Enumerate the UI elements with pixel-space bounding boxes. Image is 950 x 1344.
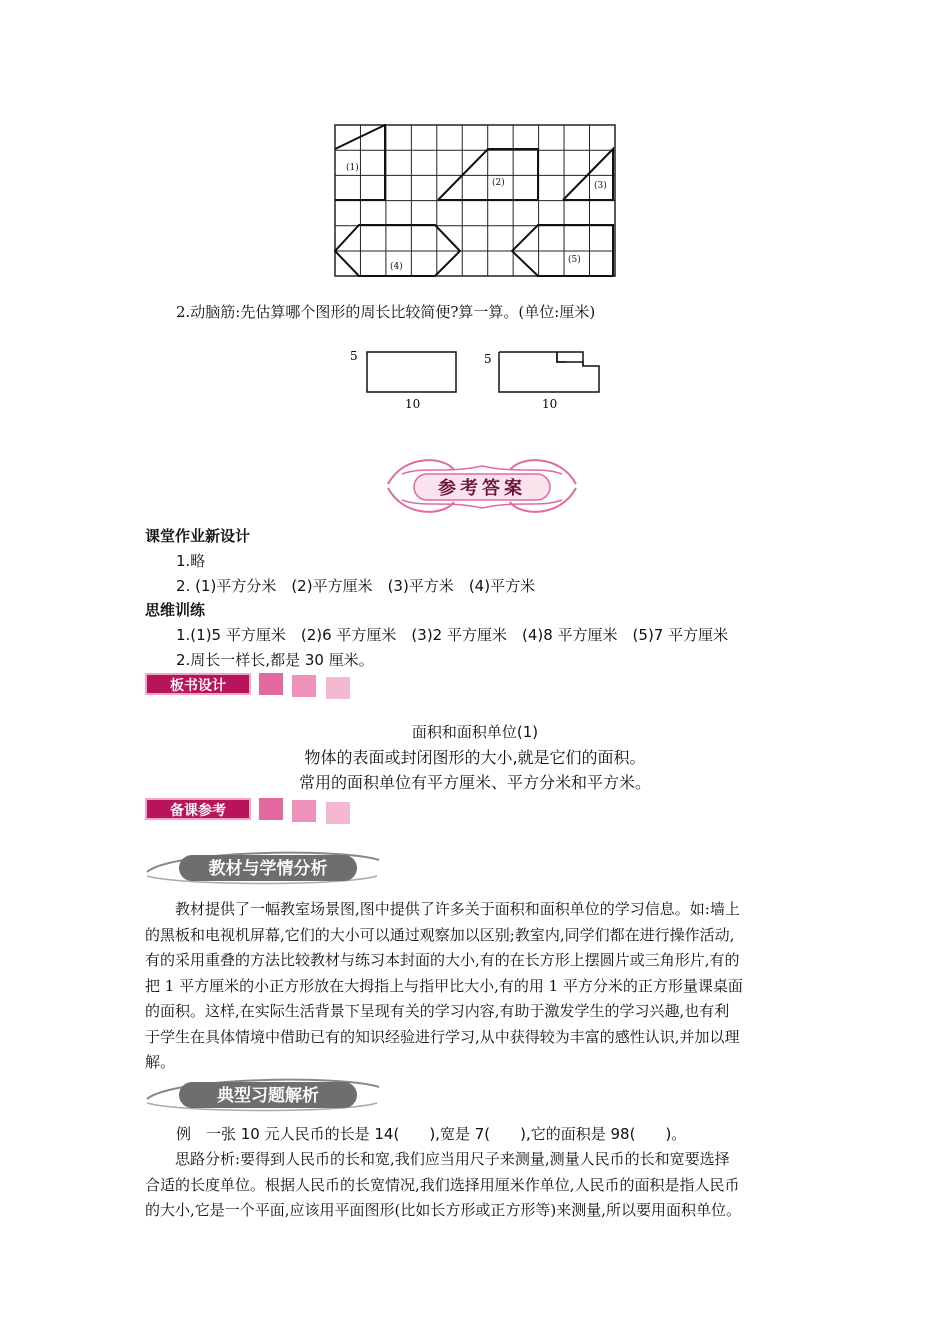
typical-header [143,1073,381,1117]
grid-label-5: (5) [568,255,581,265]
tag-square-mid [292,675,316,697]
tag-square-dark [259,673,283,695]
answers-section2-title: 思维训练 [145,601,206,619]
grid-label-3: (3) [594,181,607,191]
analysis-line: 把 1 平方厘米的小正方形放在大拇指上与指甲比大小,有的用 1 平方分米的正方形量课桌面 [145,976,743,995]
analysis-line: 解。 [145,1053,176,1071]
analysis-header [143,846,381,890]
typical-analysis [145,1147,817,1224]
answers-section2-item2: 2.周长一样长,都是 30 厘米。 [176,651,374,669]
answer-banner-title: 参考答案 [438,478,526,499]
grid-figure [334,124,616,277]
answers-section1-title: 课堂作业新设计 [145,527,251,545]
analysis-title: 教材与学情分析 [208,859,328,879]
analysis-line: 教材提供了一幅教室场景图,图中提供了许多关于面积和面积单位的学习信息。如:墙上 [175,900,740,918]
board-design-tag: 板书设计 [145,673,251,695]
prep-reference-tag: 备课参考 [145,798,251,820]
analysis-line: 有的采用重叠的方法比较教材与练习本封面的大小,有的在长方形上摆圆片或三角形片,有的 [145,951,740,969]
answers-section1-item1: 1.略 [176,552,206,570]
grid-label-2: (2) [492,178,505,188]
tag-square-light-2 [326,802,350,824]
board-design-line2: 常用的面积单位有平方厘米、平方分米和平方米。 [298,773,651,792]
tag-square-dark-2 [259,798,283,820]
analysis-line: 的黑板和电视机屏幕,它们的大小可以通过观察加以区别;教室内,同学们都在进行操作活动, [145,925,735,944]
board-design-line1: 物体的表面或封闭图形的大小,就是它们的面积。 [304,748,646,767]
exercise-2-title: 2.动脑筋:先估算哪个图形的周长比较简便?算一算。(单位:厘米) [176,303,596,321]
board-design-title: 面积和面积单位(1) [411,723,539,741]
rect-height-label: 5 [350,349,358,363]
analysis-paragraph [145,897,805,1076]
answers-section1-item2: 2. (1)平方分米 (2)平方厘米 (3)平方米 (4)平方米 [176,577,536,595]
rect-width-label: 10 [405,397,421,411]
grid-label-4: (4) [390,262,403,272]
typical-analysis-line: 的大小,它是一个平面,应该用平面图形(比如长方形或正方形等)来测量,所以要用面积单位。 [145,1201,742,1219]
typical-analysis-line: 思路分析:要得到人民币的长和宽,我们应当用尺子来测量,测量人民币的长和宽要选择 [175,1150,730,1168]
step-figure [478,340,608,415]
analysis-line: 于学生在具体情境中借助已有的知识经验进行学习,从中获得较为丰富的感性认识,并加以理 [145,1027,740,1046]
answer-banner [384,444,580,530]
tag-square-light [326,677,350,699]
typical-title: 典型习题解析 [217,1086,319,1106]
grid-label-1: (1) [346,163,359,173]
step-width-label: 10 [542,397,558,411]
rectangle-figure [340,340,470,415]
answers-section2-item1: 1.(1)5 平方厘米 (2)6 平方厘米 (3)2 平方厘米 (4)8 平方厘米 (5)7 平方厘米 [176,626,729,644]
analysis-line: 的面积。这样,在实际生活背景下呈现有关的学习内容,有助于激发学生的学习兴趣,也有利 [145,1002,730,1020]
typical-analysis-line: 合适的长度单位。根据人民币的长宽情况,我们选择用厘米作单位,人民币的面积是指人民币 [145,1175,740,1194]
tag-square-mid-2 [292,800,316,822]
typical-example: 例 一张 10 元人民币的长是 14( ),宽是 7( ),它的面积是 98( )。 [176,1125,687,1143]
step-height-label: 5 [484,352,492,366]
